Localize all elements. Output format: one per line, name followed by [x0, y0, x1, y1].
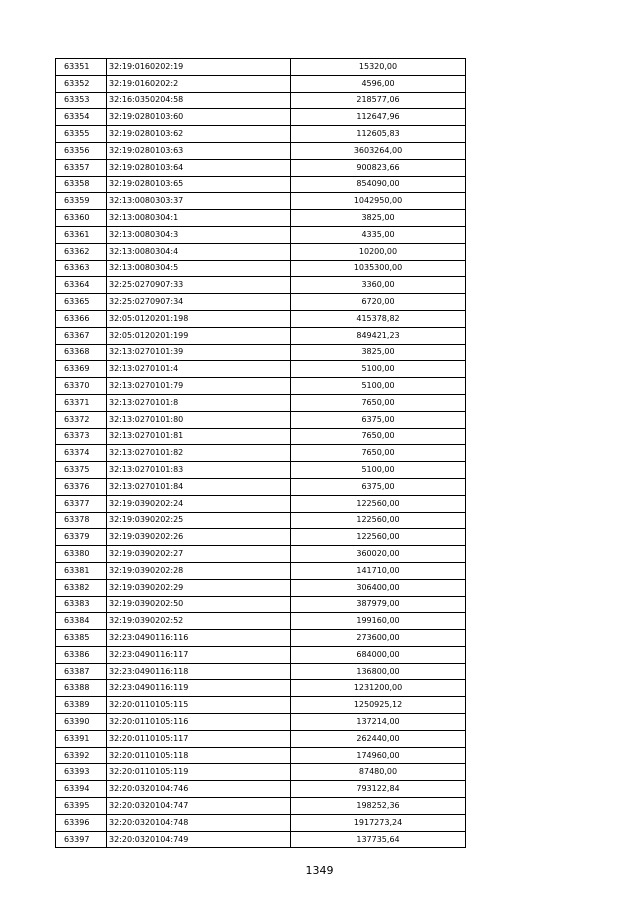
table-row — [56, 512, 466, 529]
value-cell: 3825,00 — [291, 344, 466, 361]
value-cell: 273600,00 — [291, 630, 466, 647]
row-id-cell: 63391 — [56, 730, 107, 747]
value-cell: 112605,83 — [291, 126, 466, 143]
cadastral-number-cell: 32:13:0080304:3 — [107, 226, 291, 243]
row-id-cell: 63354 — [56, 109, 107, 126]
cadastral-number-cell: 32:19:0390202:24 — [107, 495, 291, 512]
table-row — [56, 294, 466, 311]
data-table — [55, 58, 466, 848]
value-cell: 1231200,00 — [291, 680, 466, 697]
value-cell: 141710,00 — [291, 562, 466, 579]
value-cell: 198252,36 — [291, 798, 466, 815]
table-row — [56, 680, 466, 697]
row-id-cell: 63374 — [56, 445, 107, 462]
row-id-cell: 63383 — [56, 596, 107, 613]
cadastral-number-cell: 32:19:0280103:62 — [107, 126, 291, 143]
row-id-cell: 63392 — [56, 747, 107, 764]
table-row — [56, 378, 466, 395]
table-row — [56, 159, 466, 176]
table-row — [56, 176, 466, 193]
cadastral-number-cell: 32:19:0160202:19 — [107, 59, 291, 76]
cadastral-number-cell: 32:19:0390202:27 — [107, 546, 291, 563]
cadastral-number-cell: 32:13:0080303:37 — [107, 193, 291, 210]
row-id-cell: 63362 — [56, 243, 107, 260]
value-cell: 136800,00 — [291, 663, 466, 680]
cadastral-number-cell: 32:13:0270101:8 — [107, 394, 291, 411]
table-row — [56, 277, 466, 294]
table-row — [56, 260, 466, 277]
table-row — [56, 394, 466, 411]
row-id-cell: 63363 — [56, 260, 107, 277]
cadastral-number-cell: 32:20:0110105:118 — [107, 747, 291, 764]
value-cell: 1042950,00 — [291, 193, 466, 210]
value-cell: 684000,00 — [291, 646, 466, 663]
value-cell: 6375,00 — [291, 411, 466, 428]
row-id-cell: 63356 — [56, 142, 107, 159]
table-row — [56, 344, 466, 361]
cadastral-number-cell: 32:20:0320104:749 — [107, 831, 291, 848]
cadastral-number-cell: 32:05:0120201:199 — [107, 327, 291, 344]
value-cell: 1917273,24 — [291, 814, 466, 831]
row-id-cell: 63361 — [56, 226, 107, 243]
table-row — [56, 92, 466, 109]
row-id-cell: 63385 — [56, 630, 107, 647]
row-id-cell: 63357 — [56, 159, 107, 176]
value-cell: 387979,00 — [291, 596, 466, 613]
table-row — [56, 630, 466, 647]
table-row — [56, 310, 466, 327]
table-row — [56, 831, 466, 848]
table-row — [56, 109, 466, 126]
cadastral-number-cell: 32:13:0270101:84 — [107, 478, 291, 495]
row-id-cell: 63355 — [56, 126, 107, 143]
table-row — [56, 462, 466, 479]
value-cell: 3825,00 — [291, 210, 466, 227]
table-row — [56, 697, 466, 714]
value-cell: 174960,00 — [291, 747, 466, 764]
row-id-cell: 63376 — [56, 478, 107, 495]
row-id-cell: 63379 — [56, 529, 107, 546]
table-row — [56, 59, 466, 76]
value-cell: 4596,00 — [291, 75, 466, 92]
table-row — [56, 546, 466, 563]
value-cell: 5100,00 — [291, 462, 466, 479]
value-cell: 15320,00 — [291, 59, 466, 76]
cadastral-number-cell: 32:25:0270907:34 — [107, 294, 291, 311]
row-id-cell: 63351 — [56, 59, 107, 76]
table-row — [56, 798, 466, 815]
table-row — [56, 579, 466, 596]
table-row — [56, 445, 466, 462]
cadastral-number-cell: 32:19:0280103:60 — [107, 109, 291, 126]
table-row — [56, 210, 466, 227]
value-cell: 6375,00 — [291, 478, 466, 495]
row-id-cell: 63397 — [56, 831, 107, 848]
row-id-cell: 63373 — [56, 428, 107, 445]
cadastral-number-cell: 32:19:0390202:25 — [107, 512, 291, 529]
cadastral-number-cell: 32:19:0280103:65 — [107, 176, 291, 193]
table-row — [56, 730, 466, 747]
row-id-cell: 63366 — [56, 310, 107, 327]
cadastral-number-cell: 32:19:0280103:64 — [107, 159, 291, 176]
cadastral-number-cell: 32:13:0080304:5 — [107, 260, 291, 277]
row-id-cell: 63390 — [56, 714, 107, 731]
table-row — [56, 411, 466, 428]
row-id-cell: 63372 — [56, 411, 107, 428]
table-row — [56, 814, 466, 831]
table-row — [56, 75, 466, 92]
row-id-cell: 63369 — [56, 361, 107, 378]
cadastral-number-cell: 32:20:0110105:116 — [107, 714, 291, 731]
value-cell: 7650,00 — [291, 428, 466, 445]
row-id-cell: 63364 — [56, 277, 107, 294]
value-cell: 10200,00 — [291, 243, 466, 260]
table-row — [56, 327, 466, 344]
cadastral-number-cell: 32:23:0490116:116 — [107, 630, 291, 647]
row-id-cell: 63394 — [56, 781, 107, 798]
value-cell: 137214,00 — [291, 714, 466, 731]
row-id-cell: 63367 — [56, 327, 107, 344]
cadastral-number-cell: 32:20:0320104:747 — [107, 798, 291, 815]
value-cell: 4335,00 — [291, 226, 466, 243]
value-cell: 1250925,12 — [291, 697, 466, 714]
value-cell: 3360,00 — [291, 277, 466, 294]
cadastral-number-cell: 32:23:0490116:119 — [107, 680, 291, 697]
row-id-cell: 63368 — [56, 344, 107, 361]
table-row — [56, 478, 466, 495]
value-cell: 122560,00 — [291, 529, 466, 546]
value-cell: 3603264,00 — [291, 142, 466, 159]
cadastral-number-cell: 32:19:0390202:28 — [107, 562, 291, 579]
cadastral-number-cell: 32:19:0390202:26 — [107, 529, 291, 546]
cadastral-number-cell: 32:19:0390202:50 — [107, 596, 291, 613]
row-id-cell: 63365 — [56, 294, 107, 311]
value-cell: 5100,00 — [291, 361, 466, 378]
cadastral-number-cell: 32:13:0270101:4 — [107, 361, 291, 378]
row-id-cell: 63371 — [56, 394, 107, 411]
cadastral-number-cell: 32:13:0270101:81 — [107, 428, 291, 445]
value-cell: 122560,00 — [291, 512, 466, 529]
table-row — [56, 529, 466, 546]
row-id-cell: 63388 — [56, 680, 107, 697]
page-number: 1349 — [305, 864, 334, 877]
row-id-cell: 63393 — [56, 764, 107, 781]
cadastral-number-cell: 32:25:0270907:33 — [107, 277, 291, 294]
cadastral-number-cell: 32:13:0270101:83 — [107, 462, 291, 479]
table-row — [56, 243, 466, 260]
value-cell: 112647,96 — [291, 109, 466, 126]
value-cell: 854090,00 — [291, 176, 466, 193]
cadastral-number-cell: 32:13:0270101:80 — [107, 411, 291, 428]
table-row — [56, 764, 466, 781]
value-cell: 137735,64 — [291, 831, 466, 848]
row-id-cell: 63359 — [56, 193, 107, 210]
row-id-cell: 63370 — [56, 378, 107, 395]
table-row — [56, 126, 466, 143]
value-cell: 5100,00 — [291, 378, 466, 395]
value-cell: 1035300,00 — [291, 260, 466, 277]
value-cell: 7650,00 — [291, 445, 466, 462]
value-cell: 7650,00 — [291, 394, 466, 411]
row-id-cell: 63387 — [56, 663, 107, 680]
cadastral-number-cell: 32:20:0110105:117 — [107, 730, 291, 747]
table-row — [56, 613, 466, 630]
table-row — [56, 747, 466, 764]
row-id-cell: 63353 — [56, 92, 107, 109]
table-row — [56, 428, 466, 445]
value-cell: 793122,84 — [291, 781, 466, 798]
cadastral-number-cell: 32:16:0350204:58 — [107, 92, 291, 109]
cadastral-number-cell: 32:19:0390202:52 — [107, 613, 291, 630]
table-row — [56, 781, 466, 798]
table-row — [56, 663, 466, 680]
row-id-cell: 63386 — [56, 646, 107, 663]
value-cell: 87480,00 — [291, 764, 466, 781]
cadastral-number-cell: 32:20:0320104:746 — [107, 781, 291, 798]
table-row — [56, 714, 466, 731]
cadastral-number-cell: 32:13:0080304:4 — [107, 243, 291, 260]
row-id-cell: 63377 — [56, 495, 107, 512]
table-row — [56, 226, 466, 243]
row-id-cell: 63396 — [56, 814, 107, 831]
value-cell: 218577,06 — [291, 92, 466, 109]
value-cell: 900823,66 — [291, 159, 466, 176]
table-row — [56, 142, 466, 159]
table-row — [56, 596, 466, 613]
cadastral-number-cell: 32:23:0490116:117 — [107, 646, 291, 663]
table-row — [56, 495, 466, 512]
cadastral-number-cell: 32:19:0280103:63 — [107, 142, 291, 159]
row-id-cell: 63358 — [56, 176, 107, 193]
value-cell: 262440,00 — [291, 730, 466, 747]
row-id-cell: 63360 — [56, 210, 107, 227]
value-cell: 849421,23 — [291, 327, 466, 344]
cadastral-number-cell: 32:20:0110105:119 — [107, 764, 291, 781]
row-id-cell: 63382 — [56, 579, 107, 596]
value-cell: 6720,00 — [291, 294, 466, 311]
row-id-cell: 63389 — [56, 697, 107, 714]
cadastral-number-cell: 32:13:0270101:39 — [107, 344, 291, 361]
row-id-cell: 63395 — [56, 798, 107, 815]
value-cell: 415378,82 — [291, 310, 466, 327]
value-cell: 360020,00 — [291, 546, 466, 563]
cadastral-number-cell: 32:13:0270101:82 — [107, 445, 291, 462]
cadastral-number-cell: 32:05:0120201:198 — [107, 310, 291, 327]
cadastral-number-cell: 32:19:0390202:29 — [107, 579, 291, 596]
table-row — [56, 193, 466, 210]
table-row — [56, 646, 466, 663]
row-id-cell: 63352 — [56, 75, 107, 92]
row-id-cell: 63380 — [56, 546, 107, 563]
row-id-cell: 63378 — [56, 512, 107, 529]
cadastral-number-cell: 32:20:0110105:115 — [107, 697, 291, 714]
cadastral-number-cell: 32:20:0320104:748 — [107, 814, 291, 831]
row-id-cell: 63381 — [56, 562, 107, 579]
value-cell: 199160,00 — [291, 613, 466, 630]
table-row — [56, 562, 466, 579]
cadastral-number-cell: 32:13:0270101:79 — [107, 378, 291, 395]
table-row — [56, 361, 466, 378]
cadastral-number-cell: 32:19:0160202:2 — [107, 75, 291, 92]
table-body — [56, 59, 466, 848]
value-cell: 306400,00 — [291, 579, 466, 596]
cadastral-number-cell: 32:13:0080304:1 — [107, 210, 291, 227]
row-id-cell: 63375 — [56, 462, 107, 479]
row-id-cell: 63384 — [56, 613, 107, 630]
cadastral-number-cell: 32:23:0490116:118 — [107, 663, 291, 680]
value-cell: 122560,00 — [291, 495, 466, 512]
